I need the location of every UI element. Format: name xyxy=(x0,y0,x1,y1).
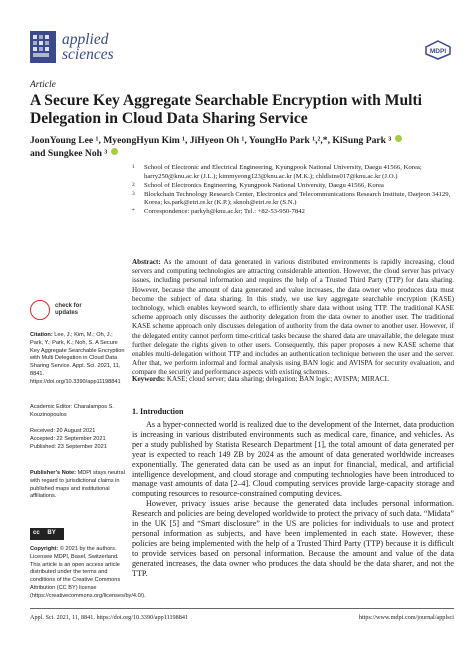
received-date: Received: 20 August 2021 xyxy=(30,428,96,434)
intro-paragraph-2: However, privacy issues arise because the generated data includes personal information. Research and policies are being developed worldwide to protect the privacy of such data. “Midata” in the UK [5] and “Smart disclosure” in the US are policies for individuals to use and protect personal information as subjects, and have been implemented in each state. However, these policies are being implemented with the help of a Trusted Third Party (TTP) because it is difficult to provide services based on personal information. Because the amount and value of the data generated increases, the data owner who produces the data should be the data sharer, and not the TTP. xyxy=(132,499,454,578)
section-heading: 1. Introduction xyxy=(132,407,184,416)
journal-name-line2: sciences xyxy=(62,46,114,63)
journal-name xyxy=(62,32,114,62)
orcid-icon[interactable] xyxy=(111,148,118,155)
keywords-label: Keywords: xyxy=(132,375,166,383)
affiliation-text: School of Electronics Engineering, Kyungpook National University, Daegu 41566, Korea xyxy=(144,181,384,189)
journal-name-line1: applied xyxy=(62,31,109,48)
footer-journal-url[interactable]: https://www.mdpi.com/journal/applsci xyxy=(358,614,454,621)
intro-paragraph-1: As a hyper-connected world is realized due to the development of the Internet, data production is increasing in various distributed environments such as medical care, finance, and vehicles. As per a study published by Statista Research Department [1], the total amount of data generated per year is expected to reach 149 ZB by 2024 as the amount of data generated worldwide increases exponentially. The generated data can be used as an input for financial, medical, and artificial intelligence development, and cloud storage and computing technologies have been introduced to manage vast amounts of data [2–4]. Cloud computing services provide large-capacity storage and computing resources to resource-constrained computing devices. xyxy=(132,420,454,499)
keywords xyxy=(132,375,454,384)
check-updates-line1: check for xyxy=(55,303,82,309)
check-updates-line2: updates xyxy=(55,310,79,316)
academic-editor: Academic Editor: Charalampos S. Kouzinopoulos xyxy=(30,404,114,418)
copyright-label: Copyright: xyxy=(30,546,59,552)
abstract-label: Abstract: xyxy=(132,258,161,266)
author-list xyxy=(30,134,450,160)
publisher-note-text: MDPI stays neutral with regard to jurisdictional claims in published maps and institutional affiliations. xyxy=(30,470,125,500)
copyright-text: © 2021 by the authors. Licensee MDPI, Basel, Switzerland. This article is an open access article distributed under the terms and conditions of the Creative Commons Attribution (CC BY) license (https://creativecommons.org/licenses/by/4.0/). xyxy=(30,546,146,599)
correspondence-mark: * xyxy=(132,208,135,215)
keywords-text: KASE; cloud server; data sharing; delegation; BAN logic; AVISPA; MIRACL xyxy=(166,375,389,383)
introduction-body xyxy=(132,420,454,579)
citation-block xyxy=(30,332,126,387)
citation-text[interactable]: Lee, J.; Kim, M.; Oh, J.; Park, Y.; Park, K.; Noh, S. A Secure Key Aggregate Searchable Encryption with Multi Delegation in Cloud Data Sharing Service. Appl. Sci. 2021, 11, 8841. https://doi.org/10.3390/app11198841 xyxy=(30,332,125,385)
affiliation-item xyxy=(132,182,452,191)
affiliation-text: Blockchain Technology Research Center, Electronics and Telecommunications Research Institute, Daejeon 34129, Korea; ks.park@etri.re.kr (K.P.); sknoh@etri.re.kr (S.N.) xyxy=(144,190,451,207)
abstract-text: As the amount of data generated in various distributed environments is rapidly increasing, cloud servers and computing technologies are attracting considerable attention. However, the cloud server has privacy issues, including personal information and requires the help of a Trusted Third Party (TTP) for data sharing. However, because the amount of data generated and value increases, the data owner who produces data must become the subject of data sharing. In this study, we use key aggregate searchable encryption (KASE) technology, which enables keyword search, to efficiently share data without using TTP. The traditional KASE scheme approach only discusses the authority delegation from the data owner to another user. The traditional KASE scheme approach only discusses delegation of authority from the data owner to another user. However, if the delegated entity cannot perform time-critical tasks because the shared data are unavailable, the delegate must further delegate the rights given to other users. Consequently, this paper proposes a new KASE scheme that enables multi-delegation without TTP and includes an authentication technique between the user and the server. After that, we perform informal and formal analysis using BAN logic and AVISPA for security evaluation, and compare the security and performance aspects with existing schemes. xyxy=(132,258,454,377)
article-title: A Secure Key Aggregate Searchable Encryption with Multi Delegation in Cloud Data Sharing Service xyxy=(30,92,422,127)
accepted-date: Accepted: 22 September 2021 xyxy=(30,435,106,442)
correspondence-text: Correspondence: parkyh@knu.ac.kr; Tel.: +82-53-950-7842 xyxy=(144,208,305,216)
publisher-note xyxy=(30,470,126,501)
abstract xyxy=(132,258,454,378)
article-type: Article xyxy=(30,80,56,90)
dates-block xyxy=(30,428,126,451)
mdpi-logo xyxy=(423,40,453,60)
footer-divider xyxy=(30,608,454,609)
affiliation-text: School of Electronic and Electrical Engineering, Kyungpook National University, Daegu 41566, Korea; harry250@knu.ac.kr (J.L.); kimmyeong123@knu.ac.kr (M.K.); chldlstns017@knu.ac.kr (J.O.) xyxy=(144,164,422,180)
journal-logo xyxy=(30,31,56,63)
copyright-block xyxy=(30,546,146,601)
orcid-icon[interactable] xyxy=(395,135,402,142)
check-for-updates-button[interactable] xyxy=(30,298,126,324)
affiliation-item xyxy=(132,164,452,181)
footer-citation[interactable]: Appl. Sci. 2021, 11, 8841. https://doi.org/10.3390/app11198841 xyxy=(30,614,189,621)
cc-license-badge[interactable] xyxy=(30,528,64,540)
authors-line2: and Sungkee Noh ³ xyxy=(30,148,108,159)
authors-line1: JoonYoung Lee ¹, MyeongHyun Kim ¹, JiHyeon Oh ¹, YoungHo Park ¹,²,*, KiSung Park ³ xyxy=(30,135,392,146)
check-updates-icon xyxy=(30,300,50,320)
check-updates-text xyxy=(55,303,82,317)
affiliation-number: 1 xyxy=(132,164,135,170)
by-icon: BY xyxy=(47,530,56,536)
publisher-note-label: Publisher’s Note: xyxy=(30,470,77,476)
affiliations xyxy=(132,164,452,218)
affiliation-number: 3 xyxy=(132,190,135,197)
correspondence xyxy=(132,208,452,217)
cc-icon: cc xyxy=(33,530,40,536)
publisher-text: MDPI xyxy=(429,48,447,55)
affiliation-number: 2 xyxy=(132,181,135,188)
affiliation-item xyxy=(132,191,452,208)
citation-label: Citation: xyxy=(30,332,53,338)
published-date: Published: 23 September 2021 xyxy=(30,443,107,450)
